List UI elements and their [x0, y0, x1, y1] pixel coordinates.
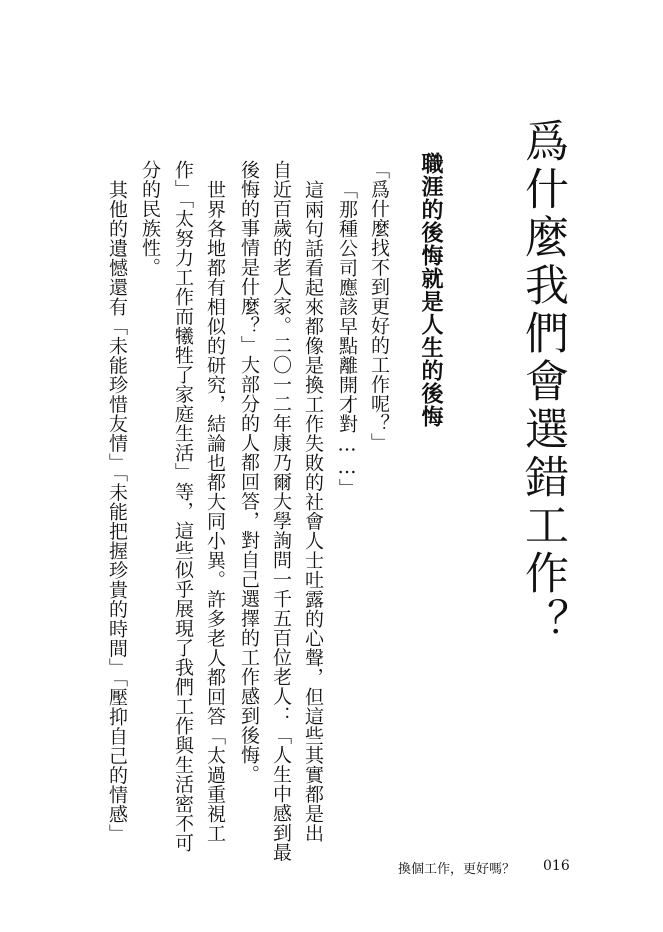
- body-line-8: 分的民族性。: [139, 160, 161, 277]
- chapter-title: 爲什麼我們會選錯工作？: [517, 118, 568, 646]
- body-line-3: 這兩句話看起來都像是換工作失敗的社會人士吐露的心聲，但這些其實都是出: [302, 180, 324, 843]
- body-line-6: 世界各地都有相似的研究，結論也都大同小異。許多老人都回答「太過重視工: [204, 180, 226, 843]
- body-line-2: 「那種公司應該早點離開才對……」: [336, 180, 358, 498]
- body-line-5: 後悔的事情是什麼？」大部分的人都回答，對自己選擇的工作感到後悔。: [238, 160, 260, 784]
- body-line-1: 「爲什麼找不到更好的工作呢？」: [368, 160, 390, 453]
- running-footer-title: 換個工作，更好嗎？: [398, 862, 516, 877]
- body-line-9: 其他的遺憾還有「未能珍惜友情」「未能把握珍貴的時間」「壓抑自己的情感」: [106, 180, 128, 844]
- page-number: 016: [543, 858, 570, 874]
- body-line-4: 自近百歲的老人家。二〇一二年康乃爾大學詢問一千五百位老人：「人生中感到最: [270, 160, 292, 862]
- section-subtitle: 職涯的後悔就是人生的後悔: [418, 152, 444, 428]
- body-line-7: 作」「太努力工作而犧牲了家庭生活」等，這些似乎展現了我們工作與生活密不可: [172, 160, 194, 853]
